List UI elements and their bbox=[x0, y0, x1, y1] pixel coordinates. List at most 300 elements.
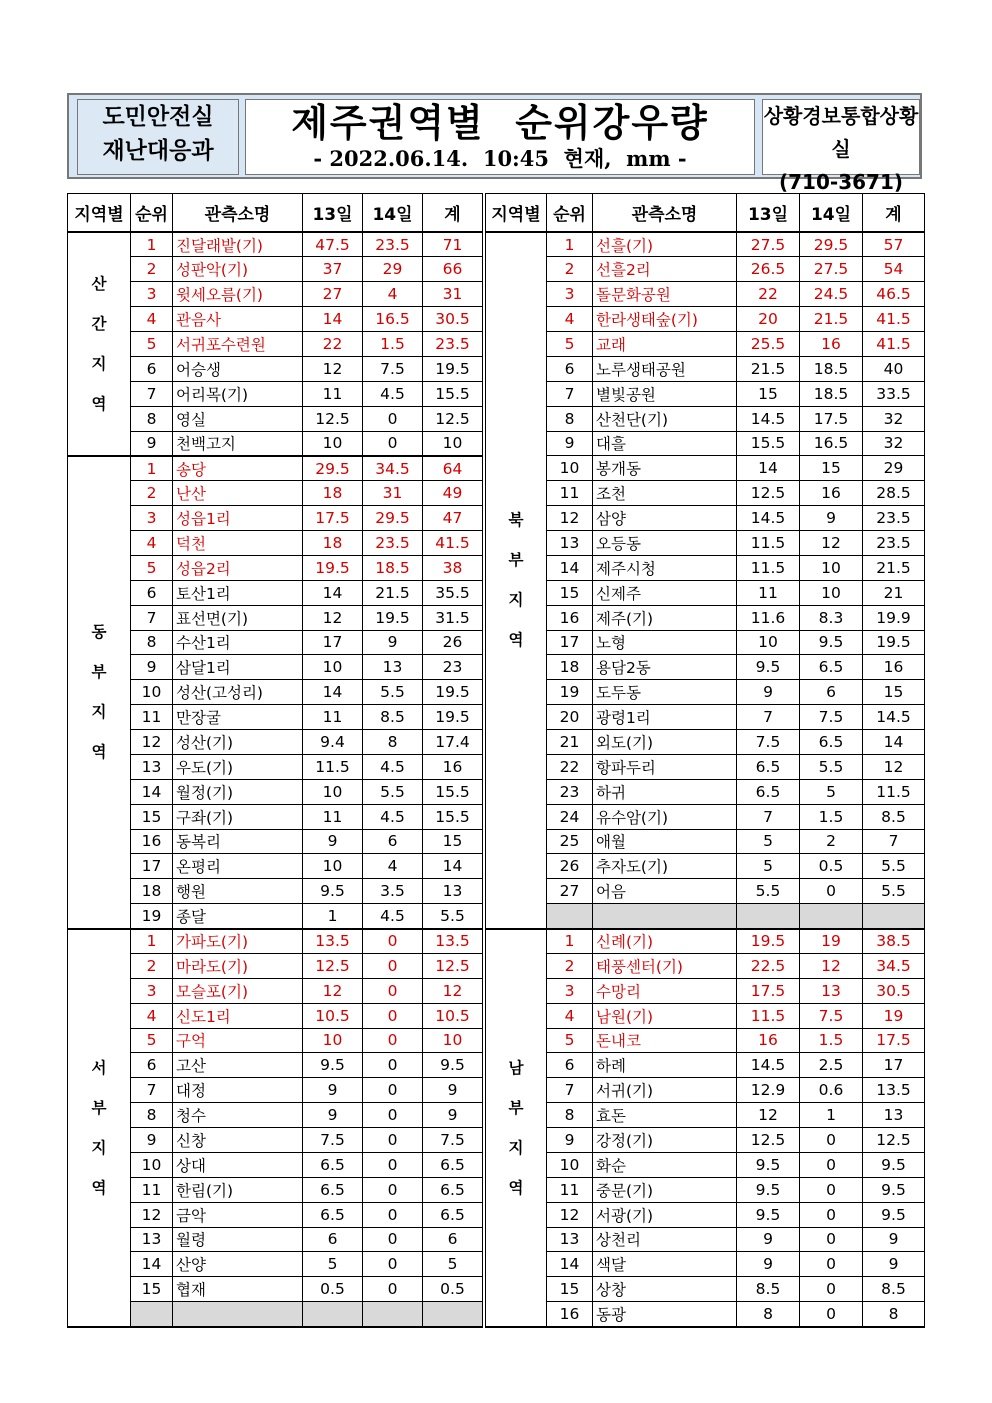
rank-cell: 3 bbox=[547, 282, 593, 307]
day14-value: 6 bbox=[800, 680, 863, 705]
column-gap bbox=[483, 879, 486, 904]
column-gap bbox=[483, 257, 486, 282]
day13-value: 14 bbox=[737, 456, 800, 481]
rank-cell: 4 bbox=[547, 1003, 593, 1028]
station-name: 동복리 bbox=[173, 829, 303, 854]
col-header-day14: 14일 bbox=[800, 194, 863, 233]
column-gap bbox=[483, 1053, 486, 1078]
day13-value: 5 bbox=[737, 854, 800, 879]
day14-value: 31 bbox=[363, 481, 423, 506]
day13-value: 37 bbox=[303, 257, 363, 282]
total-value: 41.5 bbox=[423, 531, 483, 556]
total-value: 16 bbox=[423, 754, 483, 779]
day13-value: 25.5 bbox=[737, 332, 800, 357]
rank-cell: 22 bbox=[547, 754, 593, 779]
day14-value: 0 bbox=[363, 1078, 423, 1103]
rank-cell: 2 bbox=[131, 953, 173, 978]
total-value: 6.5 bbox=[423, 1152, 483, 1177]
total-value: 40 bbox=[863, 356, 925, 381]
day13-value: 27.5 bbox=[737, 232, 800, 257]
column-gap bbox=[483, 531, 486, 556]
station-name: 구좌(기) bbox=[173, 804, 303, 829]
day13-value: 6.5 bbox=[303, 1202, 363, 1227]
day13-value: 13.5 bbox=[303, 929, 363, 954]
total-value: 15.5 bbox=[423, 804, 483, 829]
day13-value: 12 bbox=[303, 605, 363, 630]
column-gap bbox=[483, 431, 486, 456]
station-name: 서귀포수련원 bbox=[173, 332, 303, 357]
day13-value: 12 bbox=[737, 1103, 800, 1128]
station-name: 제주(기) bbox=[593, 605, 737, 630]
day13-value: 9 bbox=[303, 1103, 363, 1128]
total-value: 12.5 bbox=[423, 953, 483, 978]
rank-cell: 14 bbox=[131, 779, 173, 804]
total-value: 14.5 bbox=[863, 705, 925, 730]
column-gap bbox=[483, 854, 486, 879]
day14-value: 4.5 bbox=[363, 754, 423, 779]
rank-cell: 10 bbox=[547, 1152, 593, 1177]
region-north: 북부지역 bbox=[486, 232, 547, 929]
total-value bbox=[863, 904, 925, 929]
rank-cell: 16 bbox=[547, 605, 593, 630]
day14-value: 0 bbox=[363, 929, 423, 954]
title-box bbox=[245, 99, 755, 175]
total-value: 15 bbox=[863, 680, 925, 705]
day14-value: 0 bbox=[363, 1003, 423, 1028]
day13-value: 9 bbox=[737, 1227, 800, 1252]
total-value: 64 bbox=[423, 456, 483, 481]
total-value: 19.5 bbox=[423, 680, 483, 705]
day14-value bbox=[800, 904, 863, 929]
total-value: 28.5 bbox=[863, 481, 925, 506]
rank-cell: 11 bbox=[547, 481, 593, 506]
day14-value: 0 bbox=[363, 1227, 423, 1252]
total-value: 12.5 bbox=[423, 406, 483, 431]
day14-value: 5.5 bbox=[800, 754, 863, 779]
total-value: 10.5 bbox=[423, 1003, 483, 1028]
rank-cell: 1 bbox=[131, 929, 173, 954]
day13-value: 15.5 bbox=[737, 431, 800, 456]
rank-cell: 5 bbox=[131, 332, 173, 357]
rank-cell: 13 bbox=[547, 1227, 593, 1252]
day14-value: 29.5 bbox=[363, 506, 423, 531]
column-gap bbox=[483, 779, 486, 804]
day14-value: 12 bbox=[800, 953, 863, 978]
total-value: 9.5 bbox=[863, 1152, 925, 1177]
rank-cell: 13 bbox=[131, 754, 173, 779]
day13-value: 22 bbox=[303, 332, 363, 357]
day13-value: 5 bbox=[303, 1252, 363, 1277]
day13-value: 10 bbox=[303, 854, 363, 879]
day13-value: 14.5 bbox=[737, 506, 800, 531]
day13-value: 17 bbox=[303, 630, 363, 655]
total-value: 9 bbox=[863, 1252, 925, 1277]
station-name: 수산1리 bbox=[173, 630, 303, 655]
station-name: 토산1리 bbox=[173, 580, 303, 605]
rank-cell: 23 bbox=[547, 779, 593, 804]
rank-cell bbox=[547, 904, 593, 929]
station-name: 오등동 bbox=[593, 531, 737, 556]
day14-value: 5.5 bbox=[363, 680, 423, 705]
total-value: 8.5 bbox=[863, 1277, 925, 1302]
total-value: 12 bbox=[423, 978, 483, 1003]
total-value: 5.5 bbox=[423, 904, 483, 929]
total-value: 23 bbox=[423, 655, 483, 680]
day14-value: 8.3 bbox=[800, 605, 863, 630]
station-name: 동광 bbox=[593, 1302, 737, 1327]
total-value: 9.5 bbox=[863, 1177, 925, 1202]
rank-cell: 1 bbox=[547, 929, 593, 954]
station-name: 온평리 bbox=[173, 854, 303, 879]
station-name: 효돈 bbox=[593, 1103, 737, 1128]
station-name: 삼달1리 bbox=[173, 655, 303, 680]
rank-cell: 26 bbox=[547, 854, 593, 879]
station-name: 유수암(기) bbox=[593, 804, 737, 829]
rank-cell: 2 bbox=[131, 481, 173, 506]
column-gap bbox=[483, 332, 486, 357]
day14-value: 0 bbox=[800, 1128, 863, 1153]
station-name: 항파두리 bbox=[593, 754, 737, 779]
total-value: 38 bbox=[423, 555, 483, 580]
page-subtitle: - 2022.06.14. 10:45 현재, mm - bbox=[313, 146, 687, 171]
col-header-station: 관측소명 bbox=[173, 194, 303, 233]
total-value: 15 bbox=[423, 829, 483, 854]
station-name: 금악 bbox=[173, 1202, 303, 1227]
day14-value: 10 bbox=[800, 555, 863, 580]
day14-value: 0 bbox=[363, 431, 423, 456]
station-name: 청수 bbox=[173, 1103, 303, 1128]
day14-value: 13 bbox=[363, 655, 423, 680]
column-gap bbox=[483, 630, 486, 655]
total-value: 34.5 bbox=[863, 953, 925, 978]
column-gap bbox=[483, 1028, 486, 1053]
station-name: 산천단(기) bbox=[593, 406, 737, 431]
total-value: 17.4 bbox=[423, 730, 483, 755]
rainfall-table bbox=[67, 193, 925, 1328]
rank-cell: 15 bbox=[547, 580, 593, 605]
station-name: 도두동 bbox=[593, 680, 737, 705]
day13-value: 14 bbox=[303, 307, 363, 332]
total-value: 30.5 bbox=[863, 978, 925, 1003]
day13-value: 8 bbox=[737, 1302, 800, 1327]
station-name: 협재 bbox=[173, 1277, 303, 1302]
total-value: 47 bbox=[423, 506, 483, 531]
day13-value: 8.5 bbox=[737, 1277, 800, 1302]
station-name: 우도(기) bbox=[173, 754, 303, 779]
station-name: 조천 bbox=[593, 481, 737, 506]
day14-value: 17.5 bbox=[800, 406, 863, 431]
day13-value: 10 bbox=[303, 431, 363, 456]
total-value: 41.5 bbox=[863, 332, 925, 357]
total-value: 15.5 bbox=[423, 779, 483, 804]
rank-cell: 21 bbox=[547, 730, 593, 755]
station-name: 수망리 bbox=[593, 978, 737, 1003]
station-name: 돌문화공원 bbox=[593, 282, 737, 307]
day14-value: 0 bbox=[363, 1103, 423, 1128]
day13-value: 7.5 bbox=[737, 730, 800, 755]
day13-value: 11 bbox=[303, 705, 363, 730]
day13-value: 11 bbox=[737, 580, 800, 605]
station-name: 어승생 bbox=[173, 356, 303, 381]
total-value: 41.5 bbox=[863, 307, 925, 332]
day14-value: 24.5 bbox=[800, 282, 863, 307]
rank-cell: 4 bbox=[131, 531, 173, 556]
station-name: 제주시청 bbox=[593, 555, 737, 580]
day14-value: 0 bbox=[363, 953, 423, 978]
day14-value: 23.5 bbox=[363, 232, 423, 257]
day14-value: 21.5 bbox=[800, 307, 863, 332]
day13-value: 9 bbox=[737, 680, 800, 705]
total-value: 6 bbox=[423, 1227, 483, 1252]
column-gap bbox=[483, 1227, 486, 1252]
header-box bbox=[67, 93, 922, 194]
day13-value: 12.9 bbox=[737, 1078, 800, 1103]
day14-value: 23.5 bbox=[363, 531, 423, 556]
rank-cell: 11 bbox=[131, 1177, 173, 1202]
station-name: 봉개동 bbox=[593, 456, 737, 481]
day14-value: 0 bbox=[363, 406, 423, 431]
day14-value: 16 bbox=[800, 481, 863, 506]
day13-value: 10 bbox=[737, 630, 800, 655]
day14-value: 19 bbox=[800, 929, 863, 954]
station-name: 노루생태공원 bbox=[593, 356, 737, 381]
day13-value: 27 bbox=[303, 282, 363, 307]
day14-value: 0 bbox=[800, 1227, 863, 1252]
day13-value: 9.5 bbox=[303, 1053, 363, 1078]
column-gap bbox=[483, 605, 486, 630]
total-value: 7 bbox=[863, 829, 925, 854]
day14-value: 0 bbox=[800, 1202, 863, 1227]
day14-value: 0 bbox=[363, 1152, 423, 1177]
column-gap bbox=[483, 655, 486, 680]
day13-value: 12.5 bbox=[737, 1128, 800, 1153]
page-title: 제주권역별 순위강우량 bbox=[291, 101, 709, 145]
rank-cell bbox=[131, 1302, 173, 1327]
station-name: 삼양 bbox=[593, 506, 737, 531]
total-value: 10 bbox=[423, 431, 483, 456]
day14-value: 4.5 bbox=[363, 904, 423, 929]
day13-value: 11.6 bbox=[737, 605, 800, 630]
station-name: 태풍센터(기) bbox=[593, 953, 737, 978]
day14-value: 9 bbox=[800, 506, 863, 531]
total-value: 8.5 bbox=[863, 804, 925, 829]
day14-value: 34.5 bbox=[363, 456, 423, 481]
day13-value: 19.5 bbox=[303, 555, 363, 580]
department-name: 도민안전실 bbox=[102, 104, 214, 130]
day14-value: 4.5 bbox=[363, 381, 423, 406]
rank-cell: 19 bbox=[131, 904, 173, 929]
day14-value: 8.5 bbox=[363, 705, 423, 730]
column-gap bbox=[483, 829, 486, 854]
rank-cell: 3 bbox=[131, 978, 173, 1003]
column-gap bbox=[483, 904, 486, 929]
column-gap bbox=[483, 1103, 486, 1128]
day14-value: 29.5 bbox=[800, 232, 863, 257]
rank-cell: 8 bbox=[131, 406, 173, 431]
station-name: 윗세오름(기) bbox=[173, 282, 303, 307]
station-name: 어리목(기) bbox=[173, 381, 303, 406]
day13-value: 17.5 bbox=[737, 978, 800, 1003]
total-value: 15.5 bbox=[423, 381, 483, 406]
rank-cell: 1 bbox=[131, 232, 173, 257]
rank-cell: 19 bbox=[547, 680, 593, 705]
rank-cell: 8 bbox=[131, 1103, 173, 1128]
day14-value: 1.5 bbox=[363, 332, 423, 357]
day13-value: 12.5 bbox=[303, 406, 363, 431]
region-south: 남부지역 bbox=[486, 929, 547, 1327]
column-gap bbox=[483, 1302, 486, 1327]
column-gap bbox=[483, 1003, 486, 1028]
rank-cell: 9 bbox=[131, 655, 173, 680]
day13-value: 21.5 bbox=[737, 356, 800, 381]
column-gap bbox=[483, 381, 486, 406]
total-value: 71 bbox=[423, 232, 483, 257]
day14-value: 0 bbox=[800, 1152, 863, 1177]
day14-value: 6 bbox=[363, 829, 423, 854]
column-gap bbox=[483, 456, 486, 481]
station-name bbox=[173, 1302, 303, 1327]
station-name: 가파도(기) bbox=[173, 929, 303, 954]
station-name: 산양 bbox=[173, 1252, 303, 1277]
total-value: 32 bbox=[863, 431, 925, 456]
day14-value: 16.5 bbox=[363, 307, 423, 332]
station-name: 행원 bbox=[173, 879, 303, 904]
rank-cell: 7 bbox=[547, 1078, 593, 1103]
day14-value: 7.5 bbox=[800, 705, 863, 730]
total-value: 23.5 bbox=[863, 531, 925, 556]
total-value: 5.5 bbox=[863, 879, 925, 904]
day13-value: 15 bbox=[737, 381, 800, 406]
department-box bbox=[77, 99, 239, 175]
total-value: 32 bbox=[863, 406, 925, 431]
total-value: 46.5 bbox=[863, 282, 925, 307]
rank-cell: 15 bbox=[131, 804, 173, 829]
day14-value: 2.5 bbox=[800, 1053, 863, 1078]
rank-cell: 5 bbox=[547, 332, 593, 357]
day14-value: 15 bbox=[800, 456, 863, 481]
rank-cell: 17 bbox=[547, 630, 593, 655]
station-name: 마라도(기) bbox=[173, 953, 303, 978]
total-value: 12 bbox=[863, 754, 925, 779]
total-value: 19.5 bbox=[863, 630, 925, 655]
day14-value: 0 bbox=[800, 1252, 863, 1277]
total-value: 9 bbox=[863, 1227, 925, 1252]
day13-value: 6.5 bbox=[737, 779, 800, 804]
day13-value: 11.5 bbox=[737, 531, 800, 556]
column-gap bbox=[483, 307, 486, 332]
day13-value: 14.5 bbox=[737, 406, 800, 431]
rank-cell: 7 bbox=[131, 605, 173, 630]
rank-cell: 8 bbox=[547, 1103, 593, 1128]
column-gap bbox=[483, 730, 486, 755]
col-header-day14: 14일 bbox=[363, 194, 423, 233]
station-name: 대흘 bbox=[593, 431, 737, 456]
day13-value: 14 bbox=[303, 580, 363, 605]
region-east: 동부지역 bbox=[68, 456, 131, 929]
day13-value: 9.5 bbox=[737, 655, 800, 680]
rank-cell: 5 bbox=[131, 1028, 173, 1053]
day13-value: 7 bbox=[737, 705, 800, 730]
day14-value: 19.5 bbox=[363, 605, 423, 630]
station-name: 색달 bbox=[593, 1252, 737, 1277]
day14-value: 18.5 bbox=[363, 555, 423, 580]
rank-cell: 18 bbox=[547, 655, 593, 680]
day14-value: 29 bbox=[363, 257, 423, 282]
column-gap bbox=[483, 978, 486, 1003]
day13-value: 11.5 bbox=[303, 754, 363, 779]
rank-cell: 17 bbox=[131, 854, 173, 879]
total-value: 5.5 bbox=[863, 854, 925, 879]
day14-value: 13 bbox=[800, 978, 863, 1003]
total-value: 29 bbox=[863, 456, 925, 481]
day14-value: 1.5 bbox=[800, 1028, 863, 1053]
station-name: 고산 bbox=[173, 1053, 303, 1078]
day14-value: 0 bbox=[800, 1177, 863, 1202]
day14-value: 9.5 bbox=[800, 630, 863, 655]
day14-value bbox=[363, 1302, 423, 1327]
day13-value: 6.5 bbox=[303, 1177, 363, 1202]
day14-value: 0.6 bbox=[800, 1078, 863, 1103]
station-name: 성읍1리 bbox=[173, 506, 303, 531]
day13-value: 11.5 bbox=[737, 1003, 800, 1028]
day13-value: 6 bbox=[303, 1227, 363, 1252]
day14-value: 0 bbox=[363, 1252, 423, 1277]
rank-cell: 13 bbox=[547, 531, 593, 556]
station-name: 하귀 bbox=[593, 779, 737, 804]
station-name: 강정(기) bbox=[593, 1128, 737, 1153]
station-name: 별빛공원 bbox=[593, 381, 737, 406]
day13-value: 12.5 bbox=[737, 481, 800, 506]
day13-value: 9 bbox=[303, 1078, 363, 1103]
total-value: 21.5 bbox=[863, 555, 925, 580]
station-name: 한림(기) bbox=[173, 1177, 303, 1202]
station-name: 신제주 bbox=[593, 580, 737, 605]
column-gap bbox=[483, 580, 486, 605]
day14-value: 0 bbox=[363, 1177, 423, 1202]
day14-value: 5.5 bbox=[363, 779, 423, 804]
table-header-row bbox=[68, 194, 925, 233]
day13-value: 9 bbox=[303, 829, 363, 854]
rank-cell: 2 bbox=[131, 257, 173, 282]
rank-cell: 10 bbox=[547, 456, 593, 481]
total-value: 14 bbox=[423, 854, 483, 879]
total-value: 6.5 bbox=[423, 1177, 483, 1202]
station-name: 선흘(기) bbox=[593, 232, 737, 257]
column-gap bbox=[483, 1078, 486, 1103]
day14-value: 6.5 bbox=[800, 655, 863, 680]
col-header-day13: 13일 bbox=[737, 194, 800, 233]
total-value: 33.5 bbox=[863, 381, 925, 406]
station-name: 성읍2리 bbox=[173, 555, 303, 580]
rank-cell: 9 bbox=[131, 431, 173, 456]
column-gap bbox=[483, 705, 486, 730]
day14-value: 18.5 bbox=[800, 381, 863, 406]
day14-value: 16 bbox=[800, 332, 863, 357]
station-name: 신례(기) bbox=[593, 929, 737, 954]
day13-value: 9.5 bbox=[737, 1177, 800, 1202]
col-header-day13: 13일 bbox=[303, 194, 363, 233]
station-name: 천백고지 bbox=[173, 431, 303, 456]
station-name: 진달래밭(기) bbox=[173, 232, 303, 257]
day14-value: 3.5 bbox=[363, 879, 423, 904]
rank-cell: 9 bbox=[547, 431, 593, 456]
station-name: 남원(기) bbox=[593, 1003, 737, 1028]
station-name: 만장굴 bbox=[173, 705, 303, 730]
day14-value: 4 bbox=[363, 282, 423, 307]
station-name: 표선면(기) bbox=[173, 605, 303, 630]
station-name: 월령 bbox=[173, 1227, 303, 1252]
rank-cell: 1 bbox=[131, 456, 173, 481]
